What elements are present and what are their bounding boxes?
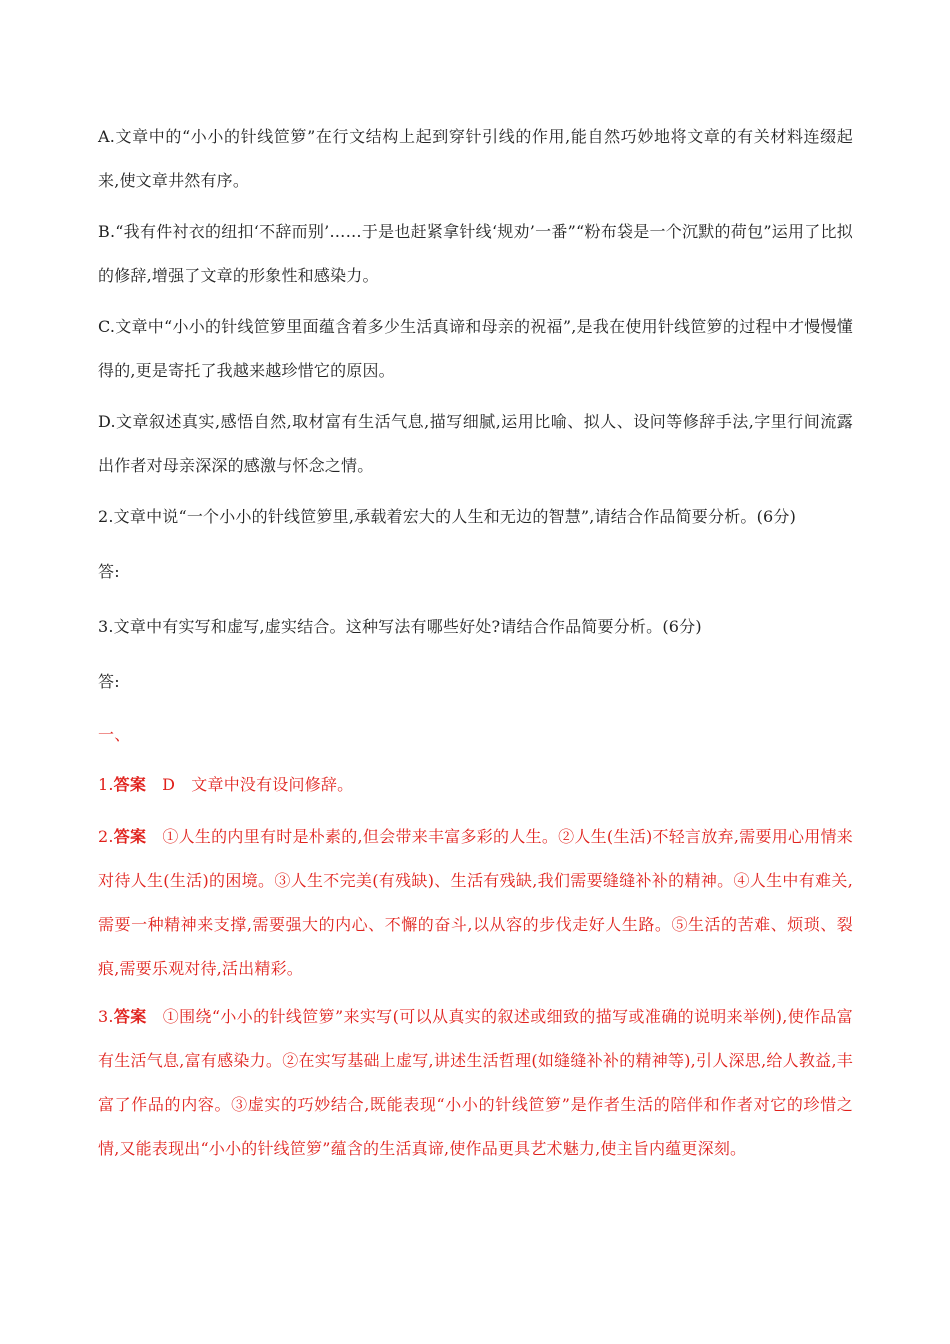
answer-number: 2.	[98, 827, 114, 846]
option-b: B.“我有件衬衣的纽扣‘不辞而别’……于是也赶紧拿针线‘规劝’一番”“粉布袋是一个沉默的荷包”运用了比拟的修辞,增强了文章的形象性和感染力。	[98, 222, 853, 285]
question-3: 3.文章中有实写和虚写,虚实结合。这种写法有哪些好处?请结合作品简要分析。(6分)	[98, 617, 702, 636]
answer-number: 1.	[98, 775, 114, 794]
question-2: 2.文章中说“一个小小的针线笸箩里,承载着宏大的人生和无边的智慧”,请结合作品简要分析。(6分)	[98, 507, 797, 526]
answer-label: 答案	[113, 775, 147, 794]
question-3-answer-label: 答:	[98, 672, 120, 691]
answer-text: ①围绕“小小的针线笸箩”来实写(可以从真实的叙述或细致的描写或准确的说明来举例),使作品富有生活气息,富有感染力。②在实写基础上虚写,讲述生活哲理(如缝缝补补的精神等),引人深思,给人教益,丰富了作品的内容。③虚实的巧妙结合,既能表现“小小的针线笸箩”是作者生活的陪伴和作者对它的珍惜之情,又能表现出“小小的针线笸箩”蕴含的生活真谛,使作品更具艺术魅力,使主旨内蕴更深刻。	[98, 1007, 853, 1158]
answer-item-3	[98, 995, 853, 1171]
answer-item-1	[98, 763, 853, 807]
option-a: A.文章中的“小小的针线笸箩”在行文结构上起到穿针引线的作用,能自然巧妙地将文章的有关材料连缀起来,使文章井然有序。	[98, 127, 853, 190]
answer-label: 答案	[113, 1007, 147, 1026]
answer-label: 答案	[113, 827, 147, 846]
question-2-answer-label: 答:	[98, 562, 120, 581]
option-c: C.文章中“小小的针线笸箩里面蕴含着多少生活真谛和母亲的祝福”,是我在使用针线笸箩的过程中才慢慢懂得的,更是寄托了我越来越珍惜它的原因。	[98, 317, 853, 380]
answer-number: 3.	[98, 1007, 114, 1026]
answer-item-2	[98, 815, 853, 991]
answer-text: ①人生的内里有时是朴素的,但会带来丰富多彩的人生。②人生(生活)不轻言放弃,需要用心用情来对待人生(生活)的困境。③人生不完美(有残缺)、生活有残缺,我们需要缝缝补补的精神。④人生中有难关,需要一种精神来支撑,需要强大的内心、不懈的奋斗,以从容的步伐走好人生路。⑤生活的苦难、烦琐、裂痕,需要乐观对待,活出精彩。	[98, 827, 853, 978]
answer-text: D 文章中没有设问修辞。	[162, 775, 354, 794]
option-d: D.文章叙述真实,感悟自然,取材富有生活气息,描写细腻,运用比喻、拟人、设问等修辞手法,字里行间流露出作者对母亲深深的感激与怀念之情。	[98, 412, 853, 475]
answers-heading: 一、	[98, 725, 131, 744]
